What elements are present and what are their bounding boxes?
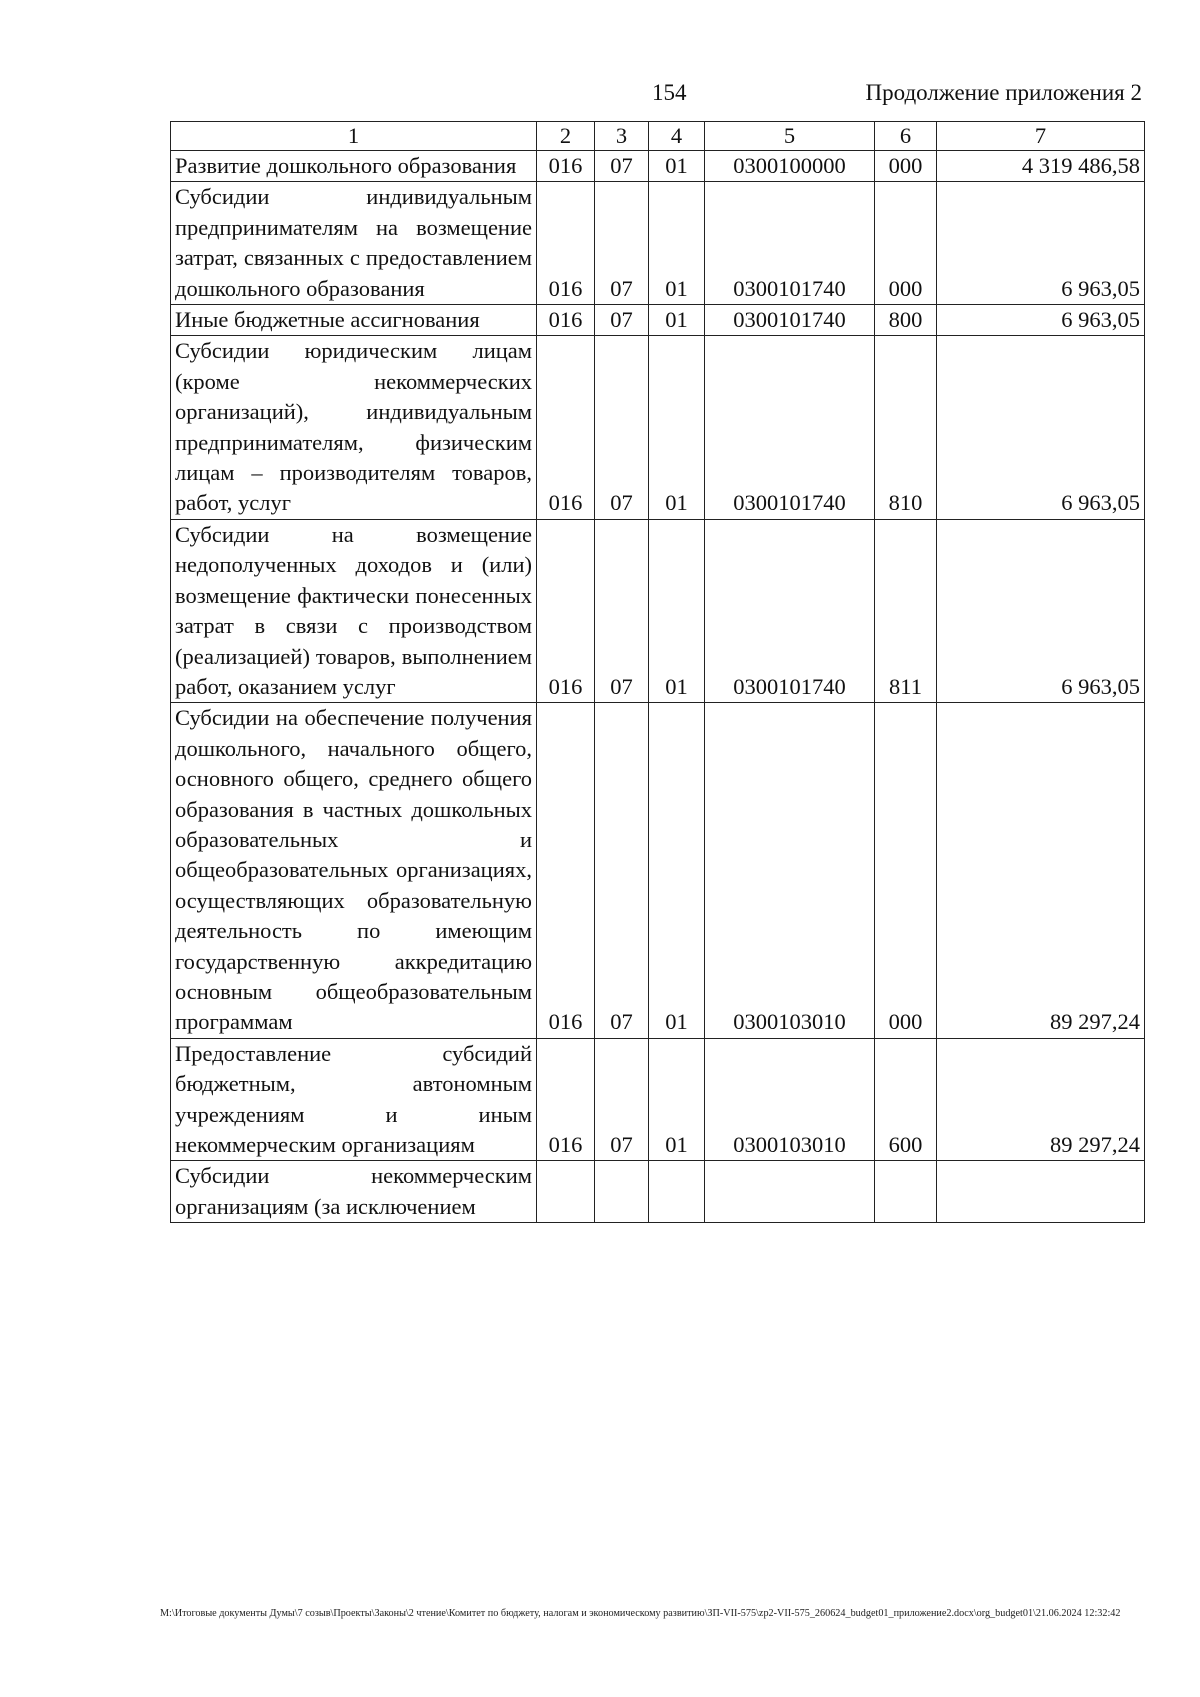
expense-type-code: 000 bbox=[875, 151, 937, 182]
subsection-code: 01 bbox=[649, 703, 705, 1038]
row-name: Иные бюджетные ассигнования bbox=[171, 305, 537, 336]
subsection-code: 01 bbox=[649, 1038, 705, 1161]
section-code: 07 bbox=[595, 336, 649, 519]
expense-type-code: 811 bbox=[875, 519, 937, 702]
target-article-code: 0300101740 bbox=[705, 305, 875, 336]
section-code: 07 bbox=[595, 151, 649, 182]
row-name: Субсидии некоммерческим организациям (за исключением bbox=[171, 1161, 537, 1223]
table-row bbox=[171, 305, 1145, 336]
ministry-code bbox=[537, 1161, 595, 1223]
ministry-code: 016 bbox=[537, 703, 595, 1038]
expense-type-code: 600 bbox=[875, 1038, 937, 1161]
column-header-3: 3 bbox=[595, 122, 649, 151]
section-code: 07 bbox=[595, 1038, 649, 1161]
subsection-code: 01 bbox=[649, 182, 705, 305]
ministry-code: 016 bbox=[537, 305, 595, 336]
table-row bbox=[171, 151, 1145, 182]
amount: 4 319 486,58 bbox=[937, 151, 1145, 182]
amount: 6 963,05 bbox=[937, 336, 1145, 519]
column-header-6: 6 bbox=[875, 122, 937, 151]
expense-type-code: 000 bbox=[875, 182, 937, 305]
row-name: Развитие дошкольного образования bbox=[171, 151, 537, 182]
table-row bbox=[171, 1161, 1145, 1223]
expense-type-code bbox=[875, 1161, 937, 1223]
ministry-code: 016 bbox=[537, 151, 595, 182]
target-article-code: 0300101740 bbox=[705, 182, 875, 305]
target-article-code: 0300101740 bbox=[705, 519, 875, 702]
table-row bbox=[171, 1038, 1145, 1161]
section-code: 07 bbox=[595, 182, 649, 305]
row-name: Субсидии индивидуальным предпринимателям на возмещение затрат, связанных с предоставлением дошкольного образования bbox=[171, 182, 537, 305]
amount: 89 297,24 bbox=[937, 1038, 1145, 1161]
section-code: 07 bbox=[595, 703, 649, 1038]
subsection-code: 01 bbox=[649, 151, 705, 182]
subsection-code: 01 bbox=[649, 305, 705, 336]
table-row bbox=[171, 182, 1145, 305]
table-header-row bbox=[171, 122, 1145, 151]
column-header-5: 5 bbox=[705, 122, 875, 151]
table-row bbox=[171, 519, 1145, 702]
ministry-code: 016 bbox=[537, 519, 595, 702]
row-name: Субсидии юридическим лицам (кроме некоммерческих организаций), индивидуальным предпринимателям, физическим лицам – производителям товаров, работ, услуг bbox=[171, 336, 537, 519]
section-code: 07 bbox=[595, 305, 649, 336]
column-header-2: 2 bbox=[537, 122, 595, 151]
page-number: 154 bbox=[652, 80, 687, 105]
section-code: 07 bbox=[595, 519, 649, 702]
section-code bbox=[595, 1161, 649, 1223]
target-article-code: 0300101740 bbox=[705, 336, 875, 519]
expense-type-code: 000 bbox=[875, 703, 937, 1038]
continuation-label: Продолжение приложения 2 bbox=[865, 80, 1142, 105]
ministry-code: 016 bbox=[537, 336, 595, 519]
amount: 6 963,05 bbox=[937, 182, 1145, 305]
amount: 6 963,05 bbox=[937, 519, 1145, 702]
budget-table bbox=[170, 121, 1145, 1223]
row-name: Субсидии на возмещение недополученных доходов и (или) возмещение фактически понесенных затрат в связи с производством (реализацией) товаров, выполнением работ, оказанием услуг bbox=[171, 519, 537, 702]
amount bbox=[937, 1161, 1145, 1223]
ministry-code: 016 bbox=[537, 1038, 595, 1161]
amount: 89 297,24 bbox=[937, 703, 1145, 1038]
target-article-code bbox=[705, 1161, 875, 1223]
subsection-code: 01 bbox=[649, 519, 705, 702]
row-name: Предоставление субсидий бюджетным, автономным учреждениям и иным некоммерческим организациям bbox=[171, 1038, 537, 1161]
column-header-4: 4 bbox=[649, 122, 705, 151]
expense-type-code: 810 bbox=[875, 336, 937, 519]
target-article-code: 0300100000 bbox=[705, 151, 875, 182]
file-path-footer: M:\Итоговые документы Думы\7 созыв\Проекты\Законы\2 чтение\Комитет по бюджету, налогам и экономическому развитию\ЗП-VII-575\zp2-VII-575_260624_budget01_приложение2.docx\org_budget01\21.06.2024 12:32:42 bbox=[160, 1608, 1121, 1619]
subsection-code: 01 bbox=[649, 336, 705, 519]
row-name: Субсидии на обеспечение получения дошкольного, начального общего, основного общего, среднего общего образования в частных дошкольных образовательных и общеобразовательных организациях, осуществляющих образовательную деятельность по имеющим государственную аккредитацию основным общеобразовательным программам bbox=[171, 703, 537, 1038]
subsection-code bbox=[649, 1161, 705, 1223]
column-header-7: 7 bbox=[937, 122, 1145, 151]
amount: 6 963,05 bbox=[937, 305, 1145, 336]
ministry-code: 016 bbox=[537, 182, 595, 305]
expense-type-code: 800 bbox=[875, 305, 937, 336]
target-article-code: 0300103010 bbox=[705, 1038, 875, 1161]
column-header-1: 1 bbox=[171, 122, 537, 151]
table-row bbox=[171, 703, 1145, 1038]
target-article-code: 0300103010 bbox=[705, 703, 875, 1038]
table-row bbox=[171, 336, 1145, 519]
